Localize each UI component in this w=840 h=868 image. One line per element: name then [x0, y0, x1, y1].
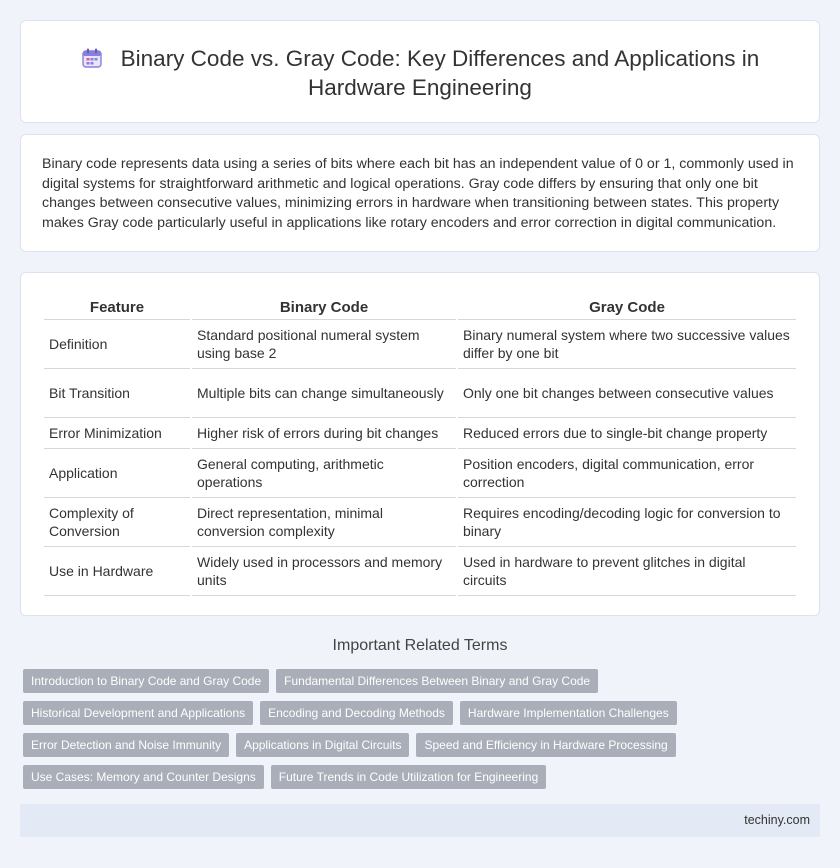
- page-title-text: Binary Code vs. Gray Code: Key Differences and Applications in Hardware Engineering: [120, 46, 760, 100]
- feature-cell: Error Minimization: [44, 418, 190, 449]
- comparison-table: [42, 295, 798, 596]
- related-term-tag[interactable]: Hardware Implementation Challenges: [460, 701, 677, 725]
- feature-cell: Complexity of Conversion: [44, 498, 190, 547]
- feature-cell: Use in Hardware: [44, 547, 190, 596]
- gray-cell: Position encoders, digital communication, error correction: [458, 449, 796, 498]
- binary-cell: Widely used in processors and memory units: [192, 547, 456, 596]
- related-term-tag[interactable]: Future Trends in Code Utilization for Engineering: [271, 765, 546, 789]
- footer-site-name[interactable]: techiny.com: [744, 813, 810, 827]
- table-row: [44, 498, 796, 547]
- page-title: [61, 44, 779, 102]
- gray-cell: Binary numeral system where two successive values differ by one bit: [458, 320, 796, 369]
- binary-cell: Standard positional numeral system using base 2: [192, 320, 456, 369]
- gray-cell: Reduced errors due to single-bit change property: [458, 418, 796, 449]
- related-term-tag[interactable]: Use Cases: Memory and Counter Designs: [23, 765, 264, 789]
- header-feature: Feature: [44, 295, 190, 320]
- intro-paragraph: Binary code represents data using a series of bits where each bit has an independent value of 0 or 1, commonly used in digital systems for straightforward arithmetic and logical operations. Gray code differs by ensuring that only one bit changes between consecutive values, minimizing errors in hardware when transitioning between states. This property makes Gray code particularly useful in applications like rotary encoders and error correction in digital communication.: [42, 156, 794, 231]
- binary-cell: General computing, arithmetic operations: [192, 449, 456, 498]
- table-row: [44, 449, 796, 498]
- related-term-tag[interactable]: Introduction to Binary Code and Gray Code: [23, 669, 269, 693]
- footer: [20, 804, 820, 837]
- calendar-icon: [81, 47, 103, 69]
- related-term-tag[interactable]: Error Detection and Noise Immunity: [23, 733, 229, 757]
- feature-cell: Bit Transition: [44, 369, 190, 418]
- title-card: [20, 20, 820, 123]
- table-row: [44, 369, 796, 418]
- header-gray-code: Gray Code: [458, 295, 796, 320]
- table-header-row: [44, 295, 796, 320]
- related-terms-heading: Important Related Terms: [332, 637, 508, 654]
- table-row: [44, 547, 796, 596]
- gray-cell: Requires encoding/decoding logic for conversion to binary: [458, 498, 796, 547]
- feature-cell: Application: [44, 449, 190, 498]
- header-binary-code: Binary Code: [192, 295, 456, 320]
- binary-cell: Multiple bits can change simultaneously: [192, 369, 456, 418]
- binary-cell: Direct representation, minimal conversion complexity: [192, 498, 456, 547]
- related-term-tag[interactable]: Applications in Digital Circuits: [236, 733, 409, 757]
- tag-row: [23, 701, 823, 725]
- tag-row: [23, 669, 823, 693]
- related-term-tag[interactable]: Fundamental Differences Between Binary and Gray Code: [276, 669, 598, 693]
- comparison-card: [20, 272, 820, 616]
- tag-row: [23, 733, 823, 757]
- table-row: [44, 418, 796, 449]
- related-term-tag[interactable]: Encoding and Decoding Methods: [260, 701, 453, 725]
- tag-row: [23, 765, 823, 789]
- gray-cell: Used in hardware to prevent glitches in digital circuits: [458, 547, 796, 596]
- feature-cell: Definition: [44, 320, 190, 369]
- related-term-tag[interactable]: Historical Development and Applications: [23, 701, 253, 725]
- table-row: [44, 320, 796, 369]
- intro-card: [20, 134, 820, 252]
- gray-cell: Only one bit changes between consecutive values: [458, 369, 796, 418]
- related-term-tag[interactable]: Speed and Efficiency in Hardware Processing: [416, 733, 675, 757]
- related-terms-tags: [23, 669, 823, 797]
- binary-cell: Higher risk of errors during bit changes: [192, 418, 456, 449]
